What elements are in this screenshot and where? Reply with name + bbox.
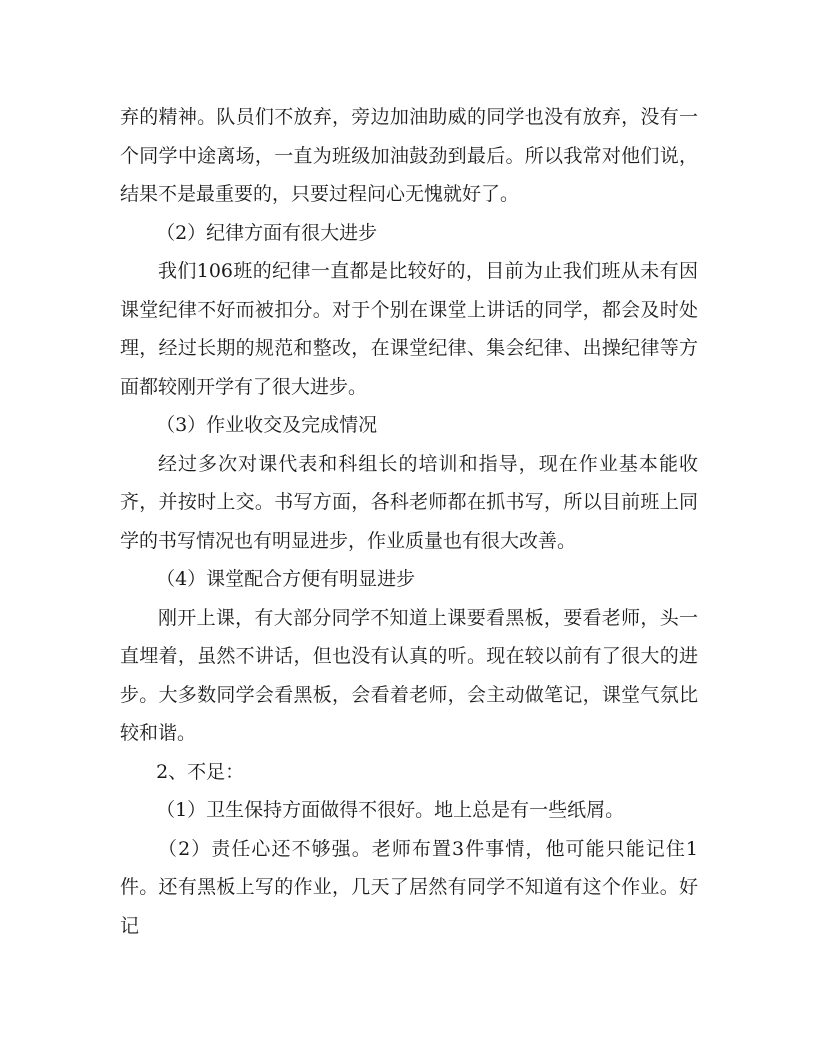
paragraph-discipline: 我们106班的纪律一直都是比较好的，目前为止我们班从未有因课堂纪律不好而被扣分。对于个别在课堂上讲话的同学，都会及时处理，经过长期的规范和整改，在课堂纪律、集会纪律、出操纪律等方面都较刚开学有了很大进步。 [120,260,698,398]
paragraph-classroom: 刚开上课，有大部分同学不知道上课要看黑板，要看老师，头一直埋着，虽然不讲话，但也没有认真的听。现在较以前有了很大的进步。大多数同学会看黑板，会看着老师，会主动做笔记，课堂气氛比较和谐。 [120,606,698,744]
section-heading-classroom: （4）课堂配合方便有明显进步 [156,568,416,590]
section-heading-shortcomings: 2、不足： [156,760,245,783]
section-heading-discipline: （2）纪律方面有很大进步 [156,221,378,244]
document-body [120,98,698,945]
section-heading-homework: （3）作业收交及完成情况 [156,414,378,436]
paragraph-homework: 经过多次对课代表和科组长的培训和指导，现在作业基本能收齐，并按时上交。书写方面，各科老师都在抓书写，所以目前班上同学的书写情况也有明显进步，作业质量也有很大改善。 [120,452,698,552]
paragraph-continuation: 弃的精神。队员们不放弃，旁边加油助威的同学也没有放弃，没有一个同学中途离场，一直为班级加油鼓劲到最后。所以我常对他们说，结果不是最重要的，只要过程问心无愧就好了。 [120,106,698,205]
shortcoming-hygiene: （1）卫生保持方面做得不很好。地上总是有一些纸屑。 [156,799,625,821]
shortcoming-responsibility: （2）责任心还不够强。老师布置3件事情，他可能只能记住1件。还有黑板上写的作业，几天了居然有同学不知道有这个作业。好记 [120,837,698,937]
